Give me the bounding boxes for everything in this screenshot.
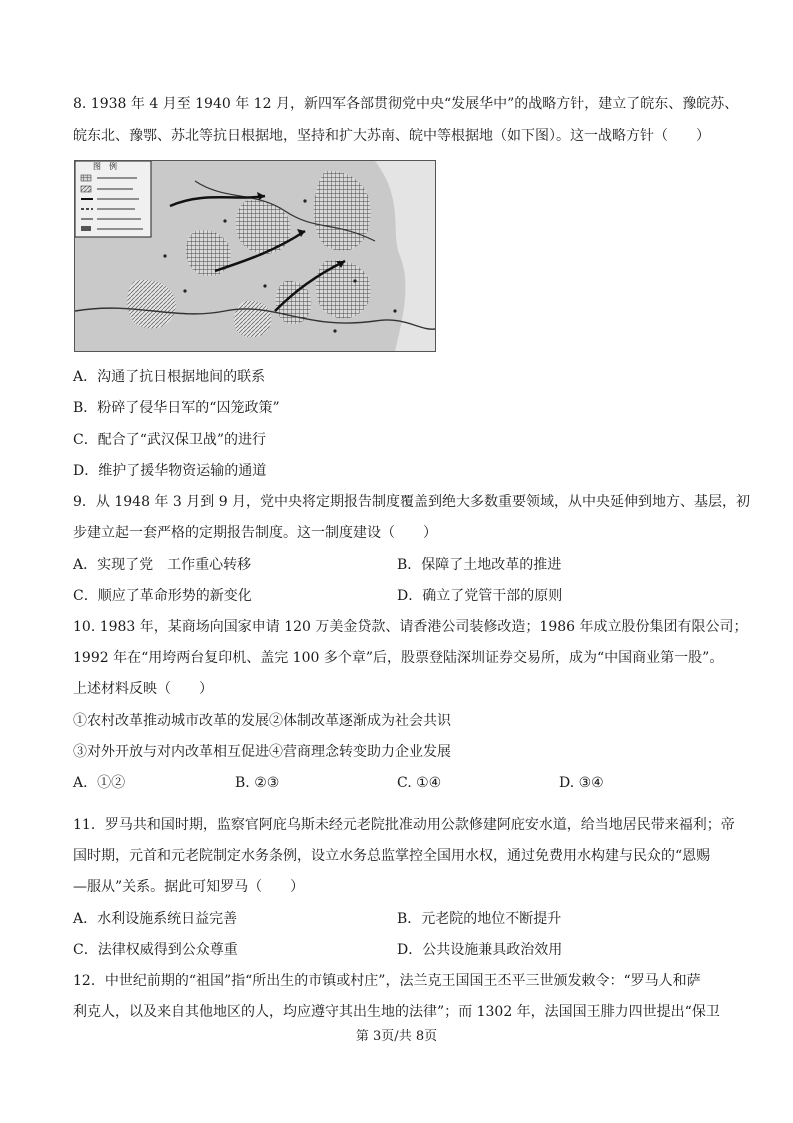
q8-option-d: D．维护了援华物资运输的通道 [73,463,267,479]
q10-stem-line1: 10. 1983 年，某商场向国家申请 120 万美金贷款、请香港公司装修改造；1986 年成立股份集团有限公司； [73,619,748,635]
q10-items-line1: ①农村改革推动城市改革的发展②体制改革逐渐成为社会共识 [73,713,451,729]
q10-option-a: A．①② [73,775,126,791]
q8-stem-line1: 8. 1938 年 4 月至 1940 年 12 月，新四军各部贯彻党中央“发展华中”的战略方针，建立了皖东、豫皖苏、 [73,96,739,112]
q10-items-line2: ③对外开放与对内改革相互促进④营商理念转变助力企业发展 [73,744,451,760]
q11-option-a: A．水利设施系统日益完善 [73,911,238,927]
q8-map-figure [74,160,436,352]
q10-option-b: B. ②③ [235,775,280,791]
q11-option-d: D．公共设施兼具政治效用 [397,942,563,958]
q10-option-d: D. ③④ [559,775,604,791]
map-svg [75,161,435,351]
page-number: 第 3页/共 8页 [355,1029,438,1044]
q10-stem-line3: 上述材料反映（ ） [73,681,213,697]
q10-option-c: C. ①④ [397,775,442,791]
q8-option-a: A．沟通了抗日根据地间的联系 [73,369,266,385]
q12-stem-line2: 利克人，以及来自其他地区的人，均应遵守其出生地的法律”；而 1302 年，法国国王腓力四世提出“保卫 [73,1004,720,1020]
q9-option-c: C．顺应了革命形势的新变化 [73,588,252,604]
q11-stem-line2: 国时期，元首和元老院制定水务条例，设立水务总监掌控全国用水权，通过免费用水构建与民众的“恩赐 [73,848,711,864]
q11-stem-line1: 11．罗马共和国时期，监察官阿庇乌斯未经元老院批准动用公款修建阿庇安水道，给当地居民带来福利；帝 [73,817,735,833]
q9-option-d: D．确立了党管干部的原则 [397,588,563,604]
q9-option-a: A．实现了党 工作重心转移 [73,557,252,573]
q9-option-b: B．保障了土地改革的推进 [397,557,562,573]
q12-stem-line1: 12．中世纪前期的“祖国”指“所出生的市镇或村庄”，法兰克王国国王丕平三世颁发敕令：“罗马人和萨 [73,973,701,989]
q11-stem-line3: —服从”关系。据此可知罗马（ ） [73,879,305,895]
q10-stem-line2: 1992 年在“用垮两台复印机、盖完 100 多个章”后，股票登陆深圳证券交易所，成为“中国商业第一股”。 [73,650,724,666]
base-area-southwest [234,301,271,338]
q9-stem-line1: 9．从 1948 年 3 月到 9 月，党中央将定期报告制度覆盖到绝大多数重要领域，从中央延伸到地方、基层，初 [73,494,751,510]
q11-option-b: B．元老院的地位不断提升 [397,911,562,927]
q8-stem-line2: 皖东北、豫鄂、苏北等抗日根据地，坚持和扩大苏南、皖中等根据地（如下图）。这一战略方针（ ） [73,128,710,144]
q8-option-c: C．配合了“武汉保卫战”的进行 [73,432,267,448]
map-legend-title: 图 例 [93,162,117,171]
q9-stem-line2: 步建立起一套严格的定期报告制度。这一制度建设（ ） [73,525,437,541]
q8-option-b: B．粉碎了侵华日军的“囚笼政策” [73,400,280,416]
q11-option-c: C．法律权威得到公众尊重 [73,942,238,958]
